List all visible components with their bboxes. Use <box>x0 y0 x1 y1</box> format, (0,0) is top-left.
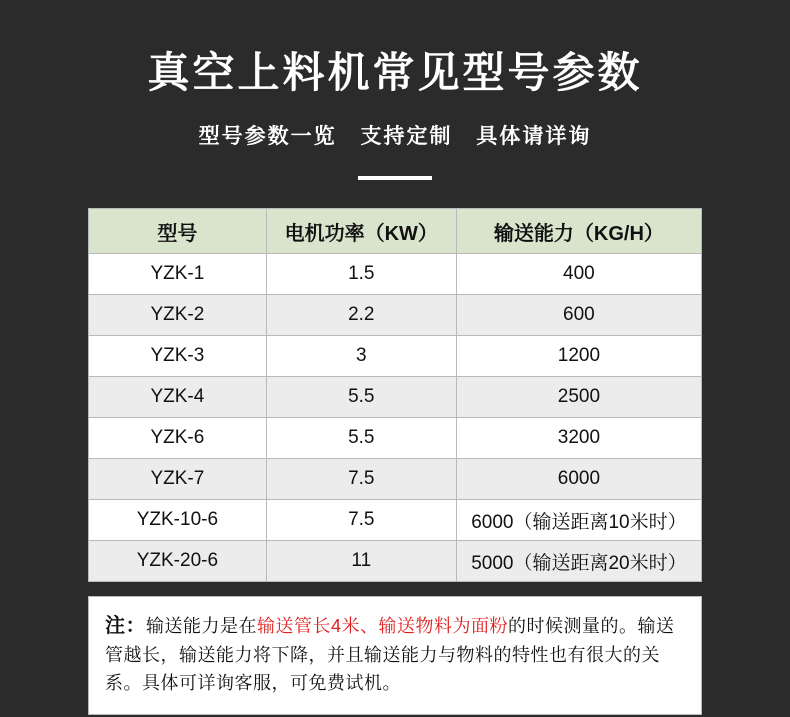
title-divider <box>358 176 432 180</box>
cell-capacity: 600 <box>456 295 701 336</box>
cell-capacity: 1200 <box>456 336 701 377</box>
table-row <box>89 459 702 500</box>
header <box>0 0 790 180</box>
table-row <box>89 418 702 459</box>
note-text-2: 的时候测量的。输送管越长，输送能力将下降，并且输送能力与物料的特性也有很大的关系。具体可详询客服，可免费试机。 <box>105 616 675 694</box>
table-row <box>89 336 702 377</box>
table-header-row <box>89 209 702 254</box>
cell-model: YZK-1 <box>89 254 267 295</box>
column-header-power: 电机功率（KW） <box>266 209 456 254</box>
cell-model: YZK-20-6 <box>89 541 267 582</box>
cell-model: YZK-10-6 <box>89 500 267 541</box>
cell-power: 7.5 <box>266 500 456 541</box>
subtitle-part-2: 支持定制 <box>360 125 453 149</box>
table-row <box>89 500 702 541</box>
cell-power: 2.2 <box>266 295 456 336</box>
note-box <box>88 596 702 715</box>
cell-power: 5.5 <box>266 418 456 459</box>
table-row <box>89 295 702 336</box>
cell-capacity: 6000（输送距离10米时） <box>456 500 701 541</box>
cell-capacity: 2500 <box>456 377 701 418</box>
spec-table-container <box>88 208 702 582</box>
cell-model: YZK-6 <box>89 418 267 459</box>
column-header-model: 型号 <box>89 209 267 254</box>
cell-capacity: 5000（输送距离20米时） <box>456 541 701 582</box>
spec-table-body <box>89 254 702 582</box>
note-text-1: 输送能力是在 <box>146 616 257 637</box>
page-title: 真空上料机常见型号参数 <box>147 49 643 96</box>
note-highlight-2: 输送物料为面粉 <box>378 616 509 637</box>
note-text <box>105 611 685 698</box>
cell-model: YZK-3 <box>89 336 267 377</box>
cell-power: 5.5 <box>266 377 456 418</box>
table-row <box>89 254 702 295</box>
table-row <box>89 377 702 418</box>
cell-power: 1.5 <box>266 254 456 295</box>
subtitle-part-3: 具体请详询 <box>476 125 592 149</box>
spec-table-head <box>89 209 702 254</box>
cell-model: YZK-2 <box>89 295 267 336</box>
cell-power: 11 <box>266 541 456 582</box>
table-row <box>89 541 702 582</box>
cell-capacity: 400 <box>456 254 701 295</box>
note-label: 注： <box>105 615 146 638</box>
note-highlight-1: 输送管长4米、 <box>257 616 379 637</box>
page-subtitle <box>0 120 790 150</box>
subtitle-part-1: 型号参数一览 <box>198 125 337 149</box>
spec-table <box>88 208 702 582</box>
cell-power: 3 <box>266 336 456 377</box>
column-header-capacity: 输送能力（KG/H） <box>456 209 701 254</box>
cell-power: 7.5 <box>266 459 456 500</box>
cell-capacity: 3200 <box>456 418 701 459</box>
cell-model: YZK-4 <box>89 377 267 418</box>
cell-capacity: 6000 <box>456 459 701 500</box>
cell-model: YZK-7 <box>89 459 267 500</box>
